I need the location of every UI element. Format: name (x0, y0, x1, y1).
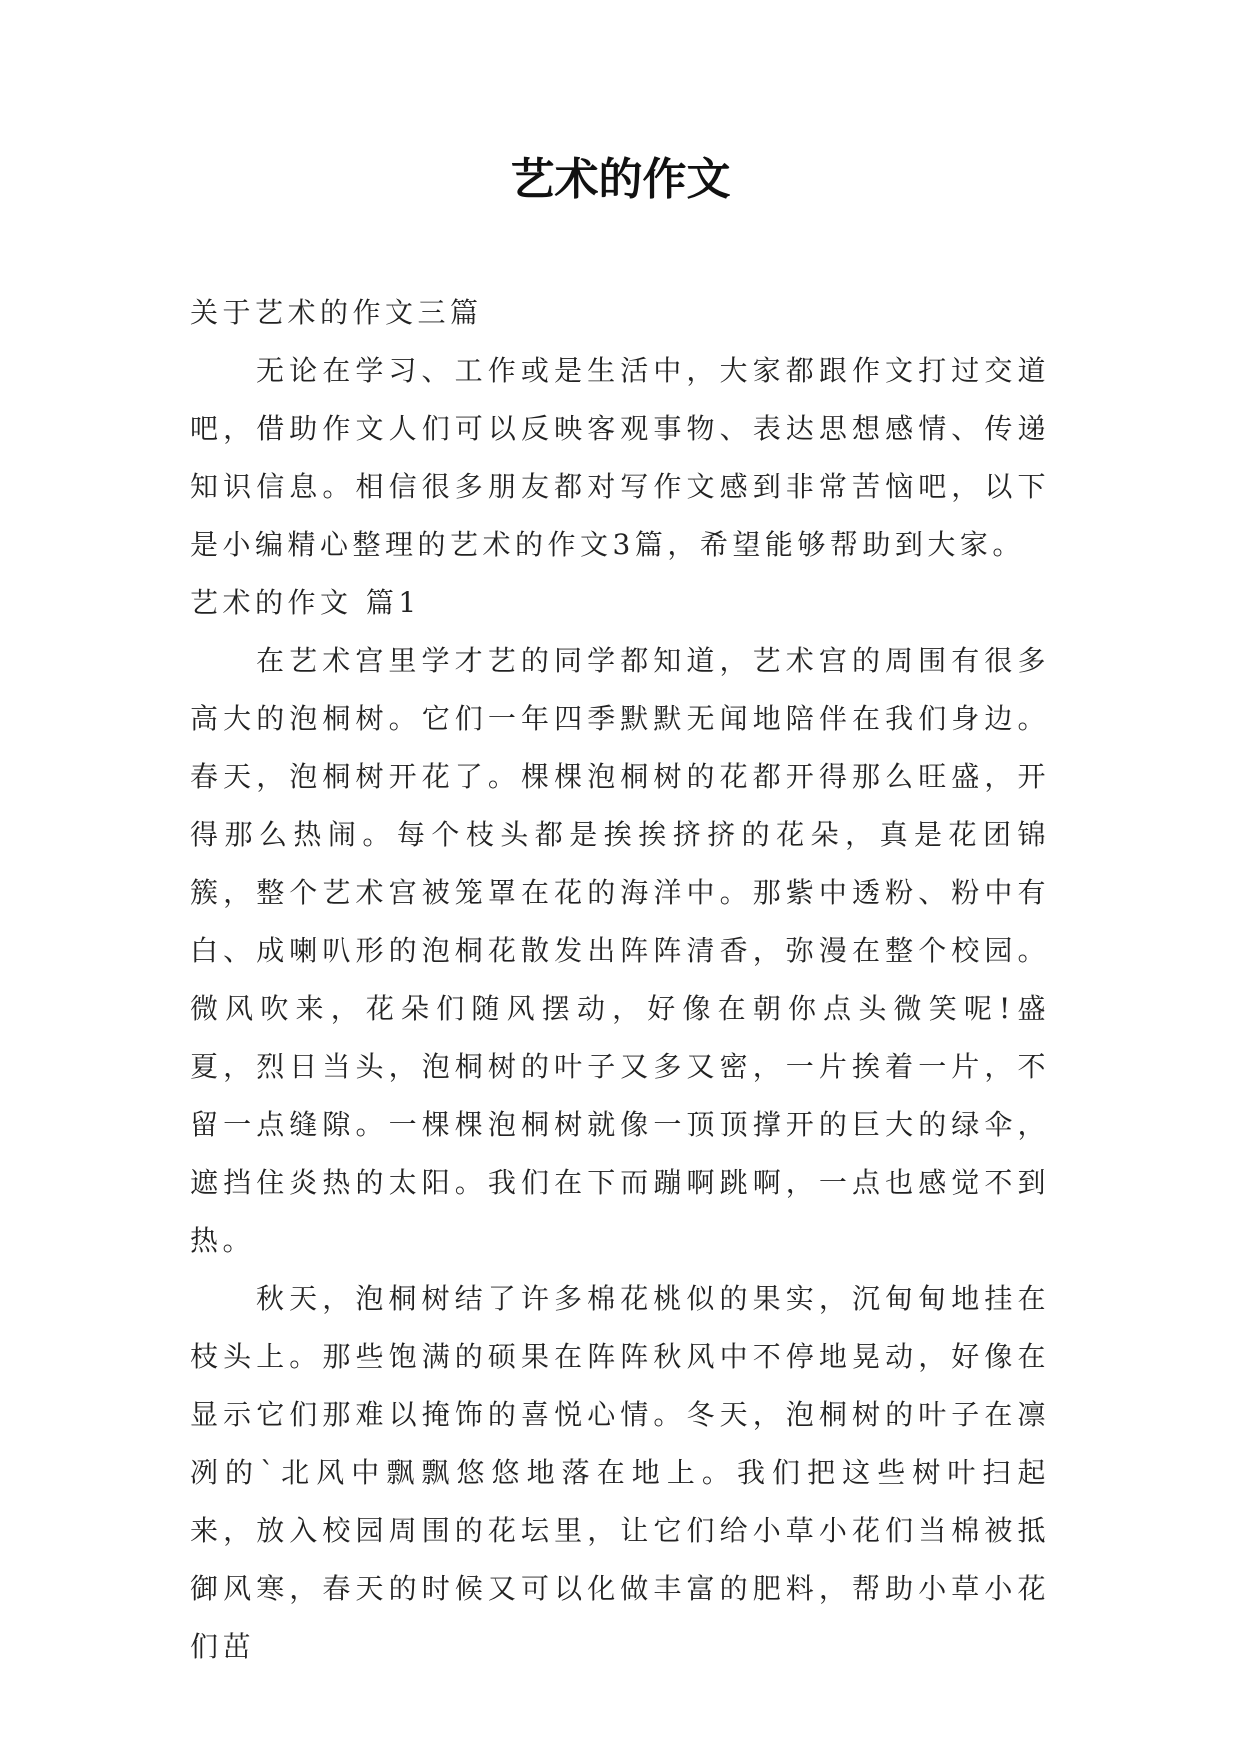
intro-paragraph: 无论在学习、工作或是生活中，大家都跟作文打过交道吧，借助作文人们可以反映客观事物、表达思想感情、传递知识信息。相信很多朋友都对写作文感到非常苦恼吧，以下是小编精心整理的艺术的作文3篇，希望能够帮助到大家。 (190, 354, 1050, 561)
body-paragraph: 在艺术宫里学才艺的同学都知道，艺术宫的周围有很多高大的泡桐树。它们一年四季默默无闻地陪伴在我们身边。春天，泡桐树开花了。棵棵泡桐树的花都开得那么旺盛，开得那么热闹。每个枝头都是挨挨挤挤的花朵，真是花团锦簇，整个艺术宫被笼罩在花的海洋中。那紫中透粉、粉中有白、成喇叭形的泡桐花散发出阵阵清香，弥漫在整个校园。微风吹来，花朵们随风摆动，好像在朝你点头微笑呢!盛夏，烈日当头，泡桐树的叶子又多又密，一片挨着一片，不留一点缝隙。一棵棵泡桐树就像一顶顶撑开的巨大的绿伞，遮挡住炎热的太阳。我们在下而蹦啊跳啊，一点也感觉不到热。 (190, 644, 1050, 1257)
section-heading: 艺术的作文 篇1 (190, 586, 421, 619)
document-body (190, 284, 1050, 1676)
body-paragraph: 秋天，泡桐树结了许多棉花桃似的果实，沉甸甸地挂在枝头上。那些饱满的硕果在阵阵秋风中不停地晃动，好像在显示它们那难以掩饰的喜悦心情。冬天，泡桐树的叶子在凛冽的`北风中飘飘悠悠地落在地上。我们把这些树叶扫起来，放入校园周围的花坛里，让它们给小草小花们当棉被抵御风寒，春天的时候又可以化做丰富的肥料，帮助小草小花们茁 (190, 1282, 1050, 1663)
document-title: 艺术的作文 (510, 154, 731, 205)
subtitle-line: 关于艺术的作文三篇 (190, 296, 483, 329)
